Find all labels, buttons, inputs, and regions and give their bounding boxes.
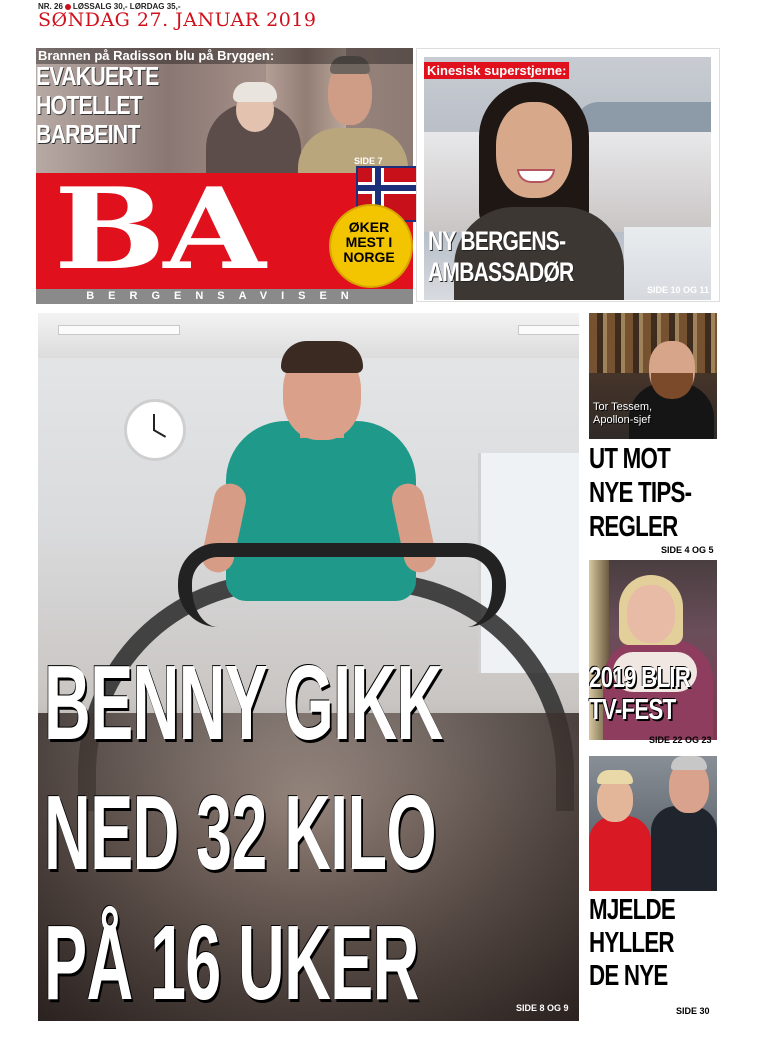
hotel-headline-line: BARBEINT (36, 119, 140, 149)
tips-photo-caption (593, 401, 652, 427)
hotel-kicker: Brannen på Radisson blu på Bryggen: (36, 48, 413, 64)
tv-headline (589, 662, 690, 726)
ambassador-page-ref: SIDE 10 OG 11 (647, 285, 710, 295)
hotel-page-ref: SIDE 7 (354, 156, 383, 166)
story-hotel-evacuation[interactable] (36, 48, 413, 173)
tips-headline-line: UT MOT (589, 443, 670, 475)
issue-date: SØNDAG 27. JANUAR 2019 (38, 9, 317, 31)
hotel-headline-line: HOTELLET (36, 90, 142, 120)
tv-page-ref: SIDE 22 OG 23 (649, 735, 712, 745)
ambassador-headline-line: AMBASSADØR (428, 257, 574, 287)
mjelde-page-ref: SIDE 30 (676, 1006, 710, 1016)
mjelde-photo-coat (651, 806, 717, 891)
badge-line: ØKER (348, 219, 390, 235)
wall-clock-icon (124, 399, 186, 461)
tv-photo-face (627, 585, 675, 643)
issue-number: NR. 26 (38, 2, 63, 11)
badge-line: NORGE (343, 249, 395, 265)
issue-prices: LØSSALG 30,- LØRDAG 35,- (72, 2, 181, 11)
mjelde-headline (589, 894, 675, 993)
main-headline (44, 638, 443, 1028)
flag-cross-blue-horizontal (358, 185, 416, 191)
mjelde-headline-line: DE NYE (589, 960, 668, 992)
mjelde-photo-jacket (589, 816, 651, 891)
mjelde-photo-hair (671, 756, 707, 770)
mjelde-photo-face (597, 778, 633, 822)
tips-headline-line: NYE TIPS- (589, 477, 692, 509)
tips-headline (589, 442, 691, 544)
main-headline-line: BENNY GIKK (44, 644, 443, 762)
mjelde-photo-hair (597, 770, 633, 784)
main-headline-line: PÅ 16 UKER (44, 904, 419, 1022)
main-headline-line: NED 32 KILO (44, 774, 437, 892)
story-mjelde[interactable] (589, 756, 717, 891)
tv-headline-line: 2019 BLIR (589, 662, 691, 694)
tips-headline-line: REGLER (589, 511, 678, 543)
hotel-headline (36, 62, 159, 149)
ambassador-kicker: Kinesisk superstjerne: (424, 62, 569, 79)
logo-letters: BA (54, 173, 264, 289)
logo-subtitle: BERGENSAVISEN (36, 289, 413, 304)
ambassador-headline (428, 226, 573, 288)
hotel-headline-line: EVAKUERTE (36, 61, 159, 91)
badge-line: MEST I (345, 234, 393, 250)
hotel-photo-woman-hair (233, 82, 277, 102)
mjelde-headline-line: MJELDE (589, 894, 675, 926)
main-photo-lamp (58, 325, 180, 335)
clock-hand (153, 429, 166, 438)
main-page-ref: SIDE 8 OG 9 (516, 1003, 569, 1013)
mjelde-headline-line: HYLLER (589, 927, 674, 959)
growth-badge-text (333, 220, 405, 265)
tips-caption-line: Tor Tessem, (593, 401, 653, 413)
main-photo-lamp (518, 325, 579, 335)
main-photo-hair (281, 341, 363, 373)
tips-caption-line: Apollon-sjef (593, 414, 651, 426)
tv-headline-line: TV-FEST (589, 694, 676, 726)
ambassador-photo-face (496, 102, 572, 198)
ambassador-headline-line: NY BERGENS- (428, 226, 566, 256)
exercise-bike-handlebar (178, 543, 506, 627)
tips-page-ref: SIDE 4 OG 5 (661, 545, 714, 555)
